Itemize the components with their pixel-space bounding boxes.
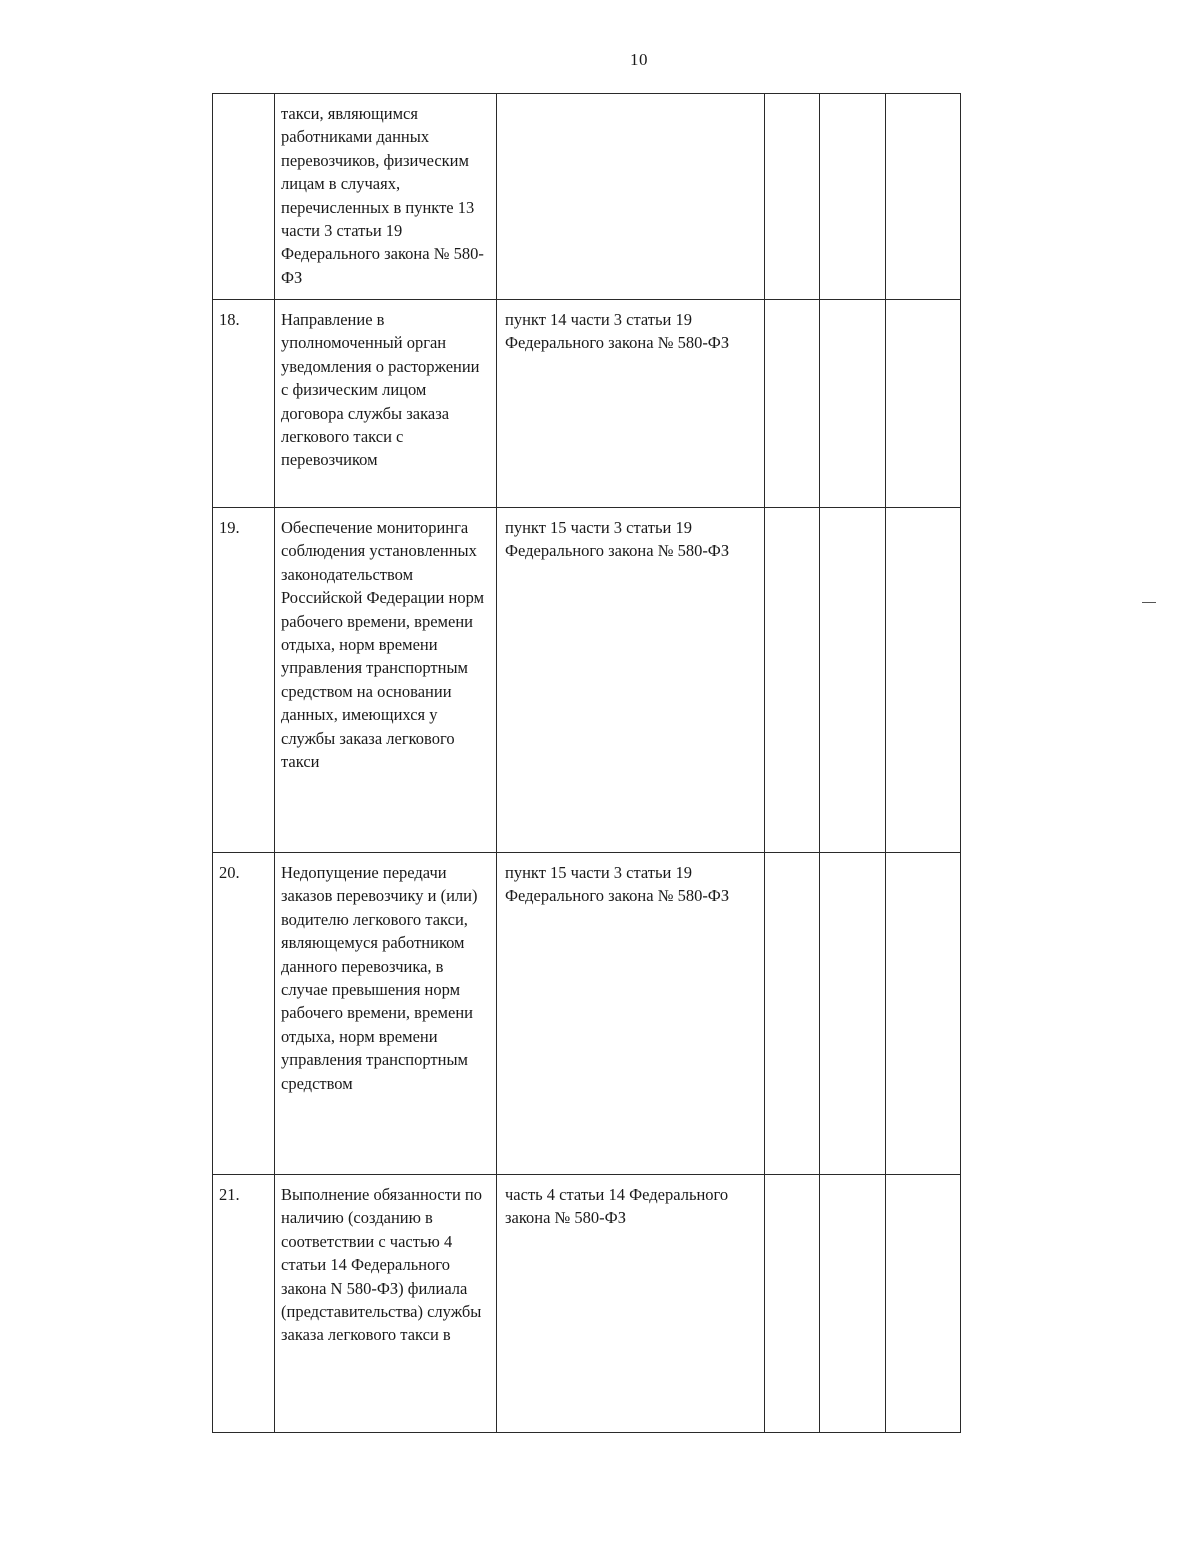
requirement-text: Направление в уполномоченный орган уведомления о расторжении с физическим лицом договора службы заказа легкового такси с перевозчиком [281,310,480,470]
requirement-cell [275,853,497,1175]
empty-cell [765,853,820,1175]
requirement-text: Выполнение обязанности по наличию (созданию в соответствии с частью 4 статьи 14 Федерального закона N 580-ФЗ) филиала (представительства) службы заказа легкового такси в [281,1185,483,1345]
empty-cell [886,1175,961,1433]
reference-cell [497,853,765,1175]
reference-cell [497,300,765,508]
empty-cell [765,94,820,300]
table-row [213,300,961,508]
table-row [213,1175,961,1433]
row-number-cell: 21. [213,1175,275,1433]
reference-text: пункт 14 части 3 статьи 19 Федерального закона № 580-ФЗ [505,310,730,353]
requirement-text: Обеспечение мониторинга соблюдения установленных законодательством Российской Федерации норм рабочего времени, времени отдыха, норм времени управления транспортным средством на основании данных, имеющихся у службы заказа легкового такси [281,518,485,772]
reference-text: пункт 15 части 3 статьи 19 Федерального закона № 580-ФЗ [505,863,730,906]
reference-cell [497,508,765,853]
empty-cell [765,300,820,508]
requirement-cell [275,1175,497,1433]
empty-cell [820,1175,886,1433]
scan-artifact-mark [1142,602,1156,603]
empty-cell [886,508,961,853]
empty-cell [820,853,886,1175]
empty-cell [765,508,820,853]
row-number-cell: 20. [213,853,275,1175]
empty-cell [886,853,961,1175]
reference-cell [497,1175,765,1433]
row-number-cell [213,94,275,300]
requirement-cell [275,508,497,853]
page-number: 10 [630,50,648,69]
empty-cell [820,300,886,508]
empty-cell [765,1175,820,1433]
reference-cell [497,94,765,300]
row-number-cell: 18. [213,300,275,508]
requirement-text: Недопущение передачи заказов перевозчику и (или) водителю легкового такси, являющемуся работником данного перевозчика, в случае превышения норм рабочего времени, времени отдыха, норм времени управления транспортным средством [281,863,478,1093]
reference-text: часть 4 статьи 14 Федерального закона № 580-ФЗ [505,1185,729,1228]
reference-text: пункт 15 части 3 статьи 19 Федерального закона № 580-ФЗ [505,518,730,561]
requirements-table [212,93,961,1433]
table-row [213,508,961,853]
table-row [213,94,961,300]
row-number-cell: 19. [213,508,275,853]
empty-cell [820,508,886,853]
empty-cell [886,94,961,300]
requirement-cell [275,300,497,508]
empty-cell [886,300,961,508]
requirement-text: такси, являющимся работниками данных перевозчиков, физическим лицам в случаях, перечисленных в пункте 13 части 3 статьи 19 Федерального закона № 580-ФЗ [281,104,484,287]
empty-cell [820,94,886,300]
requirement-cell [275,94,497,300]
table-row [213,853,961,1175]
